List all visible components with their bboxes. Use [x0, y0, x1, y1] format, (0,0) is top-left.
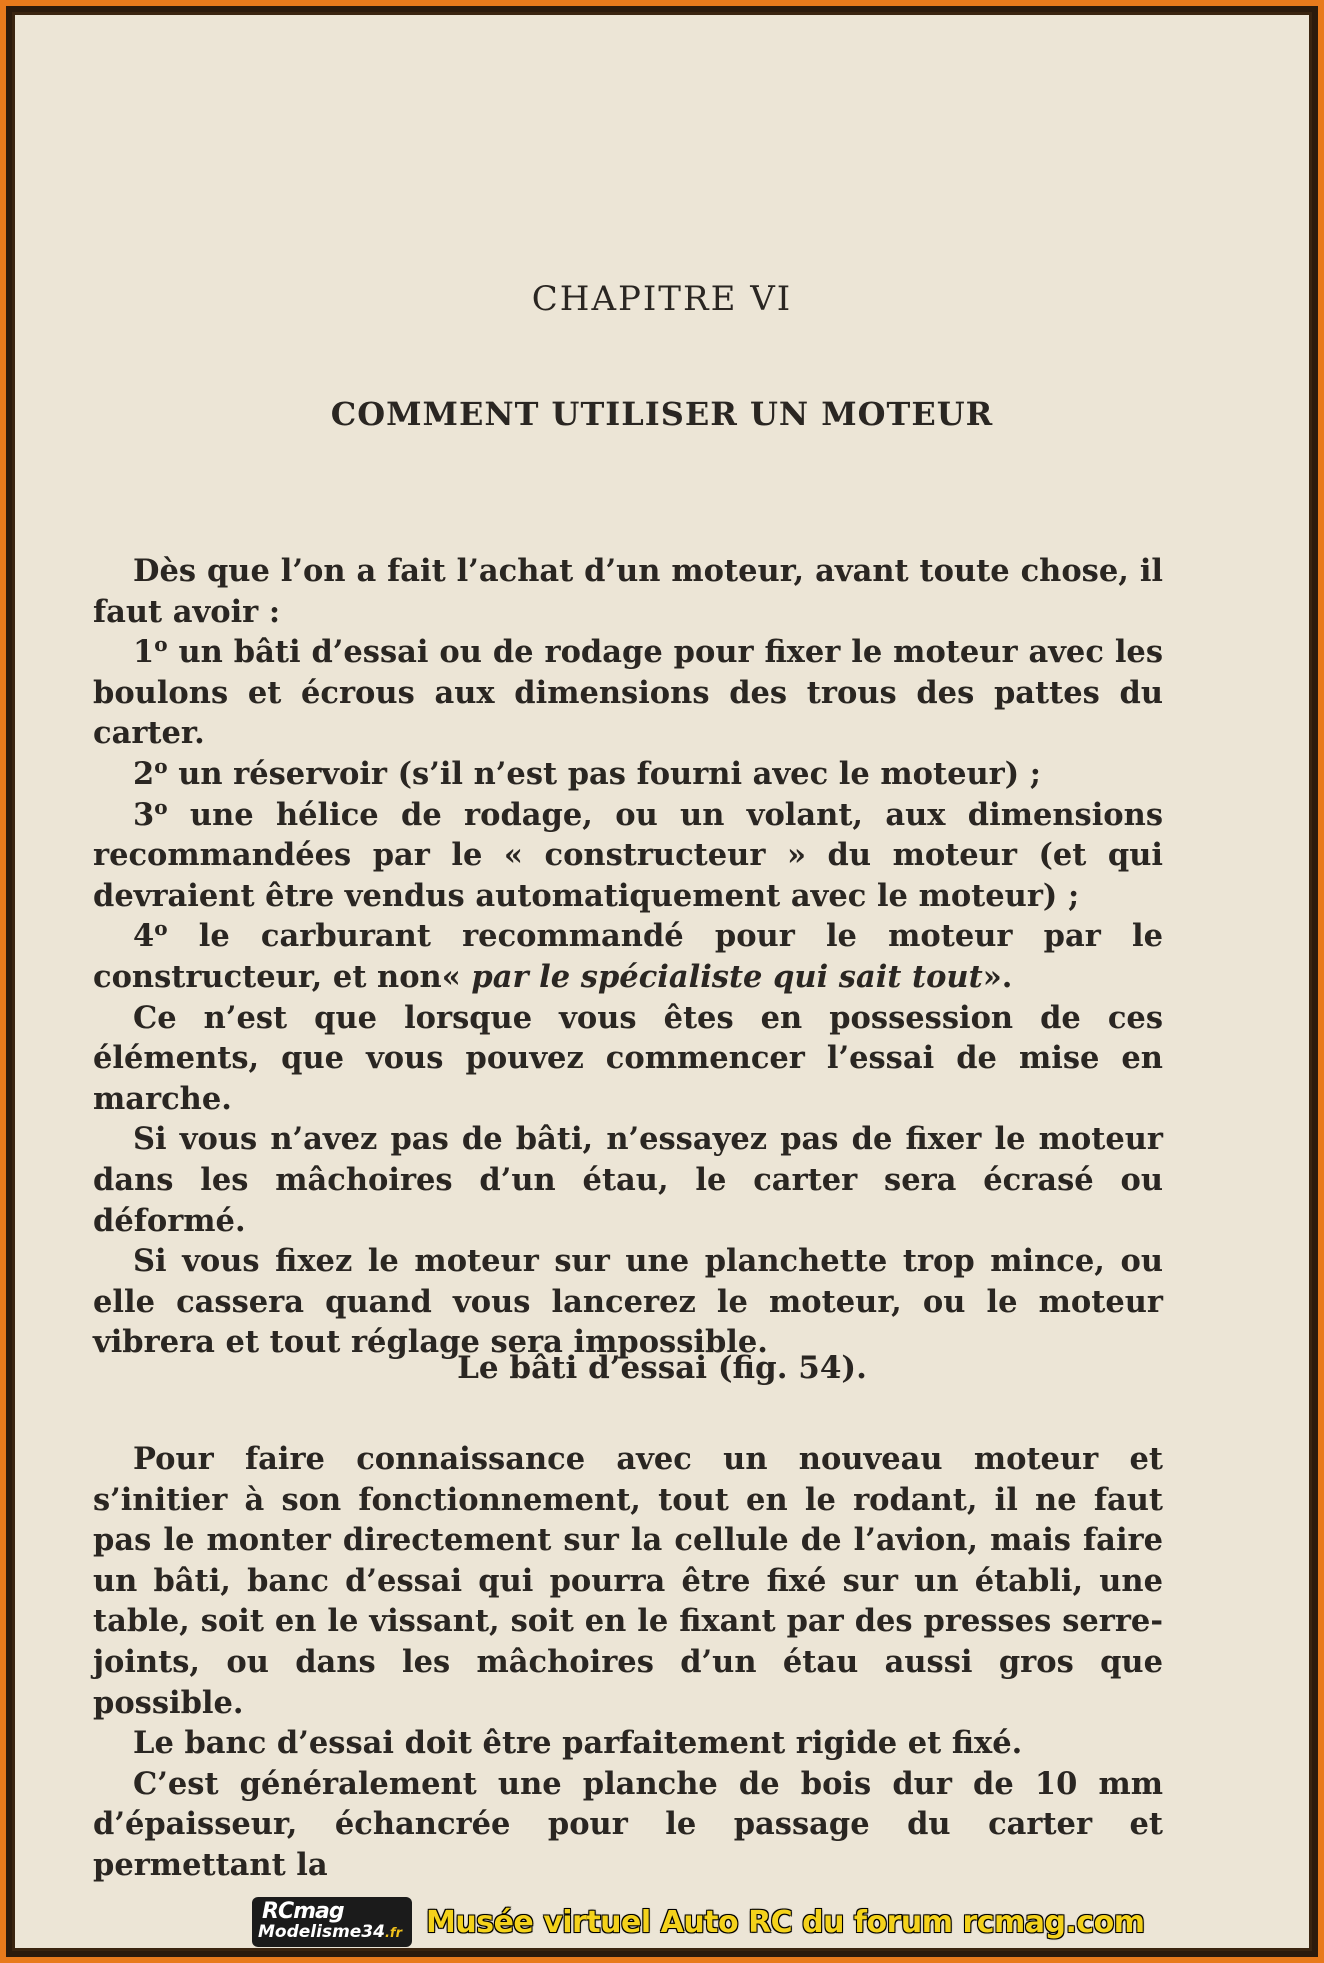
paragraph: Le banc d’essai doit être parfaitement rigide et fixé. — [133, 1725, 1023, 1762]
paragraph: Si vous n’avez pas de bâti, n’essayez pas de fixer le moteur dans les mâchoires d’un étau, le carter sera écrasé ou déformé. — [93, 1121, 1163, 1239]
chapter-heading: CHAPITRE VI — [531, 279, 793, 319]
paragraph: Dès que l’on a fait l’achat d’un moteur, avant toute chose, il faut avoir : — [93, 553, 1163, 630]
museum-caption[interactable]: Musée virtuel Auto RC du forum rcmag.com — [426, 1904, 1145, 1940]
rcmag-logo[interactable]: RCmag Modelisme34.fr — [252, 1897, 412, 1947]
scanned-page — [12, 12, 1312, 1951]
section-bati — [93, 1439, 1163, 1886]
list-item-1: 1$^o$ un bâti d’essai ou de rodage pour fixer le moteur avec les boulons et écrous aux dimensions des trous des pattes du carter. — [93, 632, 1163, 752]
paragraph: C’est généralement une planche de bois dur de 10 mm d’épaisseur, échancrée pour le passage du carter et permettant la — [93, 1765, 1163, 1883]
paragraph: Ce n’est que lorsque vous êtes en possession de ces éléments, que vous pouvez commencer l’essai de mise en marche. — [93, 999, 1163, 1117]
paragraph: Pour faire connaissance avec un nouveau moteur et s’initier à son fonctionnement, tout en le rodant, il ne faut pas le monter directement sur la cellule de l’avion, mais faire un bâti, banc d’essai qui pourra être fixé sur un établi, une table, soit en le vissant, soit en le fixant par des presses serre-joints, ou dans les mâchoires d’un étau aussi gros que possible. — [93, 1441, 1163, 1721]
paragraph: Si vous fixez le moteur sur une planchette trop mince, ou elle cassera quand vous lancerez le moteur, ou le moteur vibrera et tout réglage sera impossible. — [93, 1243, 1163, 1361]
italic-phrase: par le spécialiste qui sait tout — [471, 958, 983, 995]
section-intro — [93, 551, 1163, 1363]
list-item-2: 2$^o$ un réservoir (s’il n’est pas fourni avec le moteur) ; — [133, 753, 1042, 792]
section-heading: Le bâti d’essai (fig. 54). — [457, 1350, 867, 1386]
list-item-3: 3$^o$ une hélice de rodage, ou un volant, aux dimensions recommandées par le « constructeur » du moteur (et qui devraient être vendus automatiquement avec le moteur) ; — [93, 794, 1163, 914]
list-item-4: 4$^o$ le carburant recommandé pour le moteur par le constructeur, et non« par le spécialiste qui sait tout». — [93, 916, 1163, 995]
footer-banner — [252, 1894, 1145, 1950]
chapter-title: COMMENT UTILISER UN MOTEUR — [330, 395, 994, 433]
